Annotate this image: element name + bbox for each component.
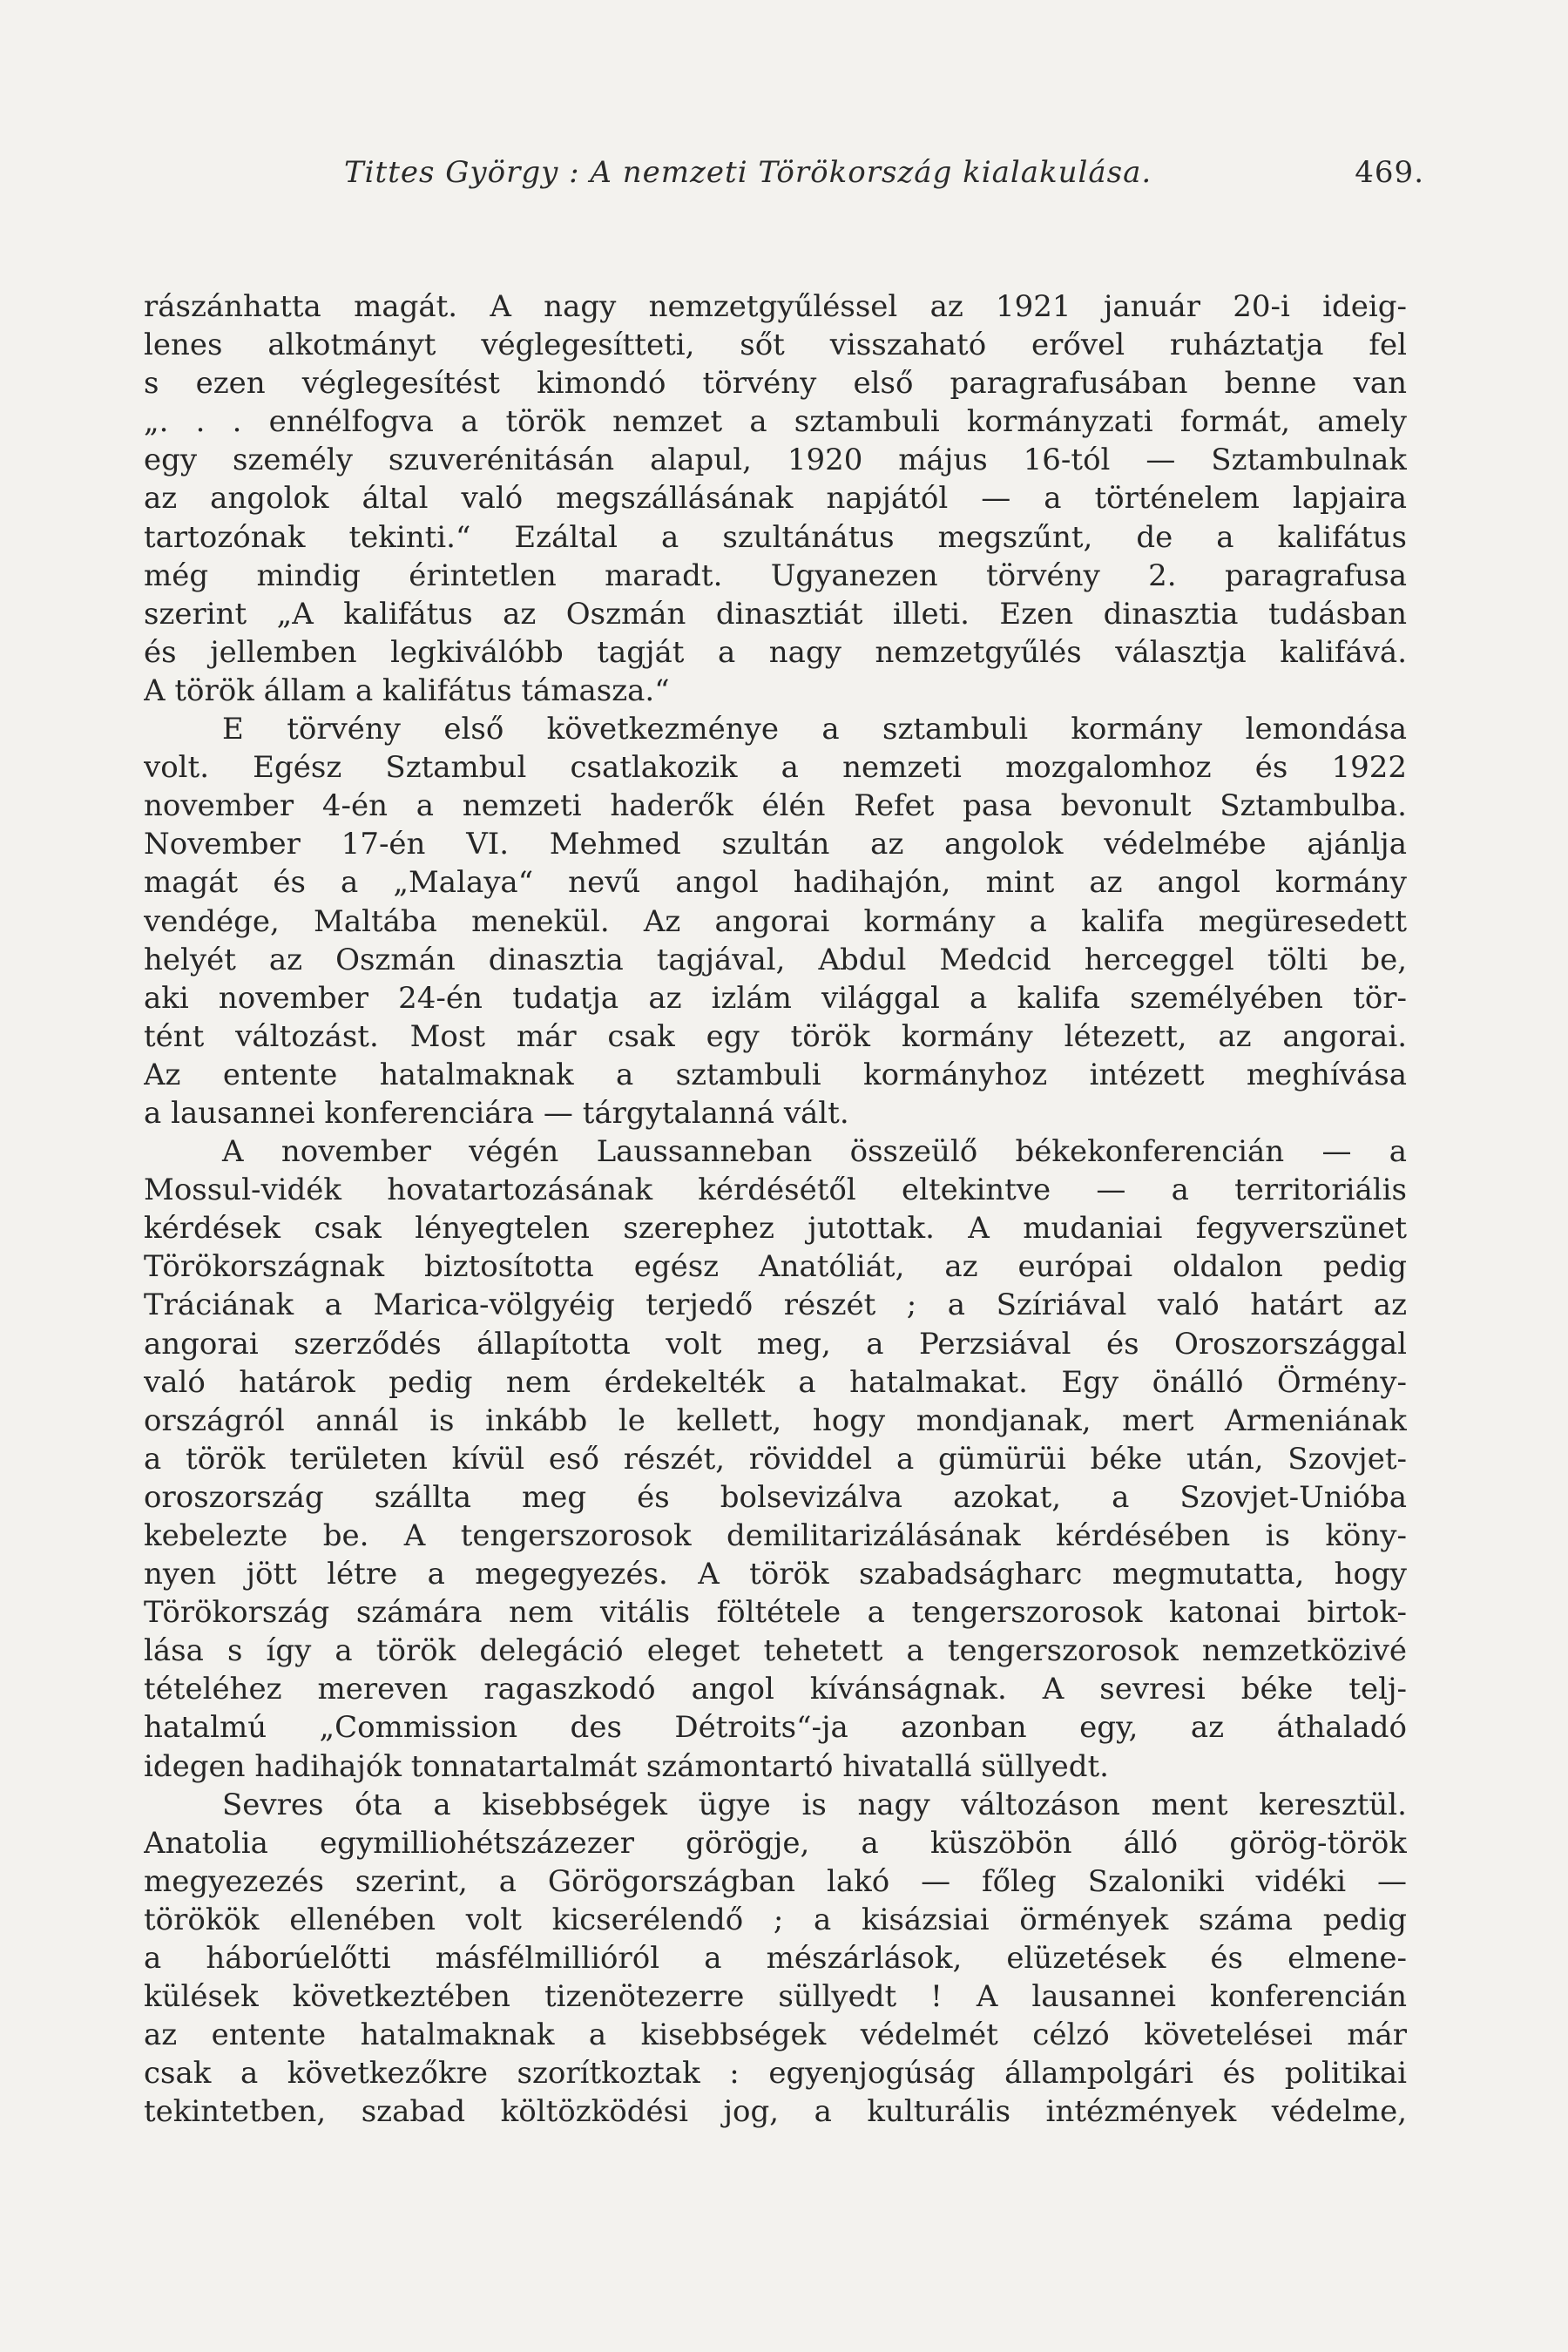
text-line: vendége, Maltába menekül. Az angorai kormány a kalifa megüresedett xyxy=(144,903,1407,939)
text-line: Anatolia egymilliohétszázezer görögje, a küszöbön álló görög-török xyxy=(144,1825,1407,1861)
text-line: s ezen véglegesítést kimondó törvény első paragrafusában benne van xyxy=(144,366,1407,402)
text-line: tént változást. Most már csak egy török kormány létezett, az angorai. xyxy=(144,1018,1407,1054)
text-line: és jellemben legkiválóbb tagját a nagy nemzetgyűlés választja kalifává. xyxy=(144,634,1407,670)
text-line: a lausannei konferenciára — tárgytalanná vált. xyxy=(144,1095,849,1131)
text-line: csak a következőkre szorítkoztak : egyenjogúság állampolgári és politikai xyxy=(144,2056,1407,2092)
text-line: való határok pedig nem érdekelték a hatalmakat. Egy önálló Örmény- xyxy=(144,1364,1407,1400)
text-line: november 4-én a nemzeti haderők élén Refet pasa bevonult Sztambulba. xyxy=(144,788,1407,824)
text-line: tekintetben, szabad költözködési jog, a kulturális intézmények védelme, xyxy=(144,2094,1407,2130)
text-line: még mindig érintetlen maradt. Ugyanezen törvény 2. paragrafusa xyxy=(144,558,1407,593)
text-line: volt. Egész Sztambul csatlakozik a nemzeti mozgalomhoz és 1922 xyxy=(144,750,1407,786)
text-line: A török állam a kalifátus támasza.“ xyxy=(144,672,670,708)
text-line: az entente hatalmaknak a kisebbségek védelmét célzó követelései már xyxy=(144,2017,1407,2053)
text-line: az angolok által való megszállásának napjától — a történelem lapjaira xyxy=(144,481,1407,517)
text-line: Az entente hatalmaknak a sztambuli kormányhoz intézett meghívása xyxy=(144,1057,1407,1092)
text-line: November 17-én VI. Mehmed szultán az angolok védelmébe ajánlja xyxy=(144,827,1407,862)
text-line: egy személy szuverénitásán alapul, 1920 május 16-tól — Sztambulnak xyxy=(144,443,1407,478)
text-line: angorai szerződés állapította volt meg, a Perzsiával és Oroszországgal xyxy=(144,1326,1407,1362)
running-head xyxy=(144,155,1424,199)
text-line: rászánhatta magát. A nagy nemzetgyűléssel az 1921 január 20-i ideig- xyxy=(144,289,1407,324)
paragraph-first-line: A november végén Laussanneban összeülő békekonferencián — a xyxy=(222,1134,1407,1170)
text-line: külések következtében tizenötezerre süllyedt ! A lausannei konferencián xyxy=(144,1979,1407,2015)
text-line: tételéhez mereven ragaszkodó angol kívánságnak. A sevresi béke telj- xyxy=(144,1672,1407,1707)
text-line: országról annál is inkább le kellett, hogy mondjanak, mert Armeniának xyxy=(144,1402,1407,1438)
running-title: Tittes György : A nemzeti Törökország kialakulása. xyxy=(344,155,1152,190)
text-line: Törökország számára nem vitális föltétele a tengerszorosok katonai birtok- xyxy=(144,1595,1407,1631)
text-line: hatalmú „Commission des Détroits“-ja azonban egy, az áthaladó xyxy=(144,1710,1407,1746)
text-line: idegen hadihajók tonnatartalmát számontartó hivatallá süllyedt. xyxy=(144,1748,1109,1784)
text-line: kebelezte be. A tengerszorosok demilitarizálásának kérdésében is köny- xyxy=(144,1518,1407,1553)
text-line: nyen jött létre a megegyezés. A török szabadságharc megmutatta, hogy xyxy=(144,1557,1407,1592)
text-line: magát és a „Malaya“ nevű angol hadihajón, mint az angol kormány xyxy=(144,865,1407,901)
text-line: helyét az Oszmán dinasztia tagjával, Abdul Medcid herceggel tölti be, xyxy=(144,942,1407,977)
text-line: a török területen kívül eső részét, röviddel a gümürüi béke után, Szovjet- xyxy=(144,1441,1407,1477)
text-line: lása s így a török delegáció eleget tehetett a tengerszorosok nemzetközivé xyxy=(144,1633,1407,1669)
text-line: törökök ellenében volt kicserélendő ; a kisázsiai örmények száma pedig xyxy=(144,1902,1407,1937)
body-text xyxy=(144,287,1407,2132)
text-line: oroszország szállta meg és bolsevizálva azokat, a Szovjet-Unióba xyxy=(144,1479,1407,1515)
text-line: lenes alkotmányt véglegesítteti, sőt visszaható erővel ruháztatja fel xyxy=(144,328,1407,363)
text-line: aki november 24-én tudatja az izlám világgal a kalifa személyében tör- xyxy=(144,980,1407,1016)
text-line: megyezezés szerint, a Görögországban lakó — főleg Szaloniki vidéki — xyxy=(144,1863,1407,1899)
text-line: tartozónak tekinti.“ Ezáltal a szultánátus megszűnt, de a kalifátus xyxy=(144,519,1407,555)
text-line: „. . . ennélfogva a török nemzet a sztambuli kormányzati formát, amely xyxy=(144,404,1407,440)
paragraph-first-line: E törvény első következménye a sztambuli kormány lemondása xyxy=(222,712,1407,747)
text-line: a háborúelőtti másfélmillióról a mészárlások, elüzetések és elmene- xyxy=(144,1941,1407,1977)
page-number: 469. xyxy=(1355,155,1424,190)
text-line: szerint „A kalifátus az Oszmán dinasztiát illeti. Ezen dinasztia tudásban xyxy=(144,596,1407,632)
text-line: Mossul-vidék hovatartozásának kérdésétől eltekintve — a territoriális xyxy=(144,1173,1407,1208)
text-line: Tráciának a Marica-völgyéig terjedő részét ; a Szíriával való határt az xyxy=(144,1288,1407,1323)
text-line: Törökországnak biztosította egész Anatóliát, az európai oldalon pedig xyxy=(144,1249,1407,1285)
text-line: kérdések csak lényegtelen szerephez jutottak. A mudaniai fegyverszünet xyxy=(144,1211,1407,1247)
paragraph-first-line: Sevres óta a kisebbségek ügye is nagy változáson ment keresztül. xyxy=(222,1787,1407,1822)
